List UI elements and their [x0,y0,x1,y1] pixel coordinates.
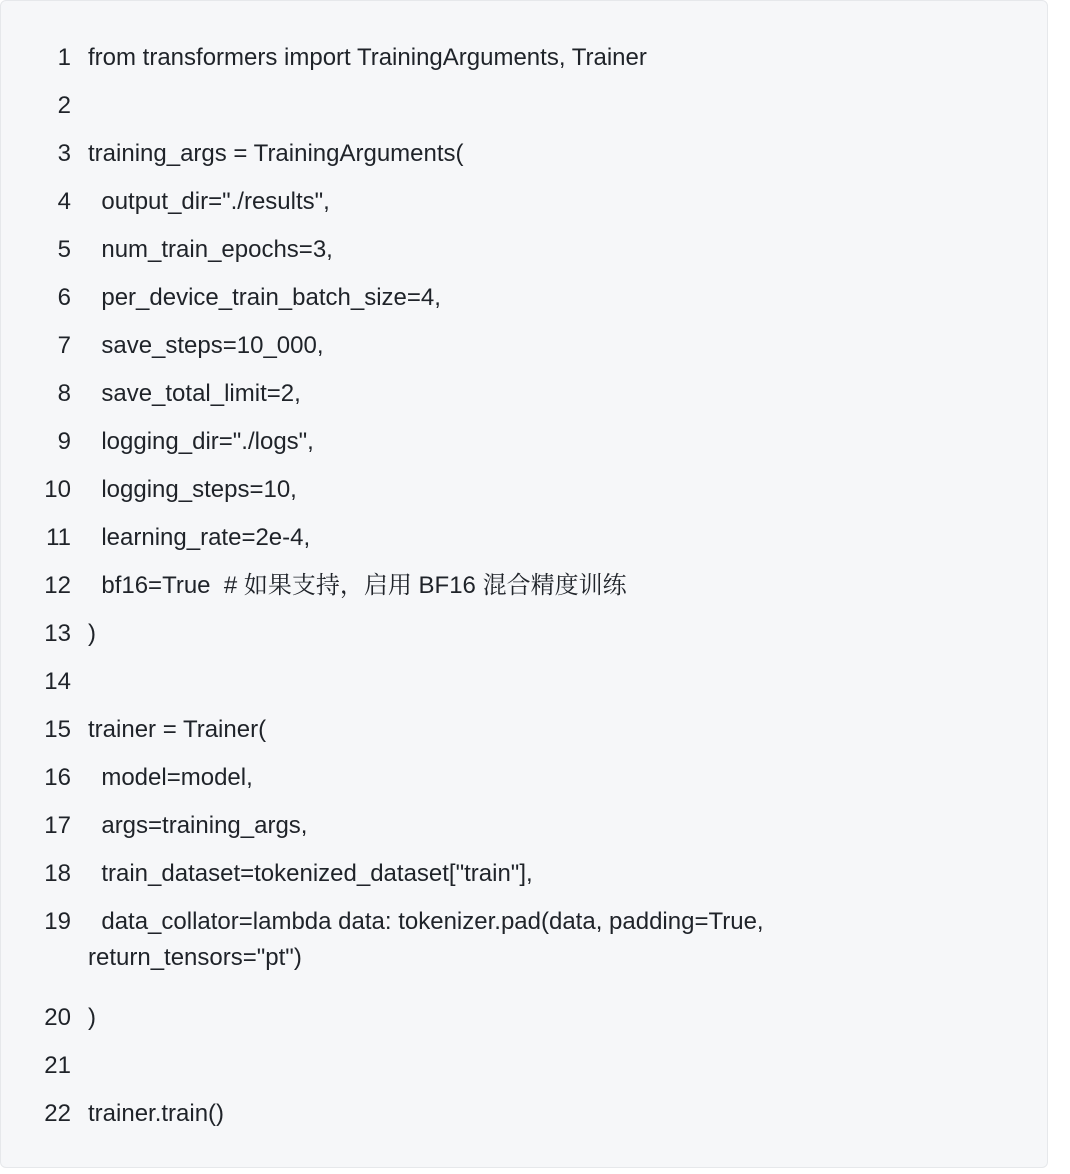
line-number: 18 [44,860,71,887]
line-number: 9 [57,428,71,455]
line-content: logging_dir="./logs", [88,428,314,455]
line-number: 14 [44,668,71,695]
code-line-12 [1,562,1049,610]
code-line-19 [1,898,1049,994]
code-line-18 [1,850,1049,898]
code-line-11 [1,514,1049,562]
code-line-15 [1,706,1049,754]
line-number: 16 [44,764,71,791]
code-lines [1,34,1049,1138]
code-line-2 [1,82,1049,130]
line-number: 20 [44,1004,71,1031]
code-line-3 [1,130,1049,178]
code-line-10 [1,466,1049,514]
line-content: model=model, [88,764,253,791]
line-number: 15 [44,716,71,743]
line-content: bf16=True # 如果支持，启用 BF16 混合精度训练 [88,572,627,599]
code-line-20 [1,994,1049,1042]
code-line-22 [1,1090,1049,1138]
line-content: args=training_args, [88,812,308,839]
code-line-4 [1,178,1049,226]
line-number: 2 [57,92,71,119]
line-content: data_collator=lambda data: tokenizer.pad(data, padding=True, return_tensors="pt") [88,908,764,971]
line-number: 4 [57,188,71,215]
line-content: logging_steps=10, [88,476,297,503]
code-line-13 [1,610,1049,658]
line-number: 17 [44,812,71,839]
code-line-9 [1,418,1049,466]
line-content: save_total_limit=2, [88,380,301,407]
line-content: per_device_train_batch_size=4, [88,284,441,311]
line-number: 7 [57,332,71,359]
code-line-7 [1,322,1049,370]
line-number: 13 [44,620,71,647]
code-line-14 [1,658,1049,706]
line-content: training_args = TrainingArguments( [88,140,464,167]
line-number: 3 [57,140,71,167]
code-line-1 [1,34,1049,82]
code-line-8 [1,370,1049,418]
code-line-5 [1,226,1049,274]
line-number: 6 [57,284,71,311]
code-line-17 [1,802,1049,850]
line-content: learning_rate=2e-4, [88,524,311,551]
line-number: 22 [44,1100,71,1127]
line-number: 21 [44,1052,71,1079]
line-number: 11 [46,524,71,551]
line-content: ) [88,620,96,647]
line-content: trainer.train() [88,1100,225,1127]
line-content: from transformers import TrainingArguments, Trainer [88,44,647,71]
line-number: 8 [57,380,71,407]
line-content: trainer = Trainer( [88,716,267,743]
code-line-6 [1,274,1049,322]
line-number: 19 [44,908,71,935]
line-content: num_train_epochs=3, [88,236,333,263]
line-number: 5 [57,236,71,263]
line-number: 12 [44,572,71,599]
code-line-21 [1,1042,1049,1090]
line-content: save_steps=10_000, [88,332,324,359]
code-line-16 [1,754,1049,802]
line-number: 1 [57,44,71,71]
line-content: ) [88,1004,96,1031]
line-content: train_dataset=tokenized_dataset["train"], [88,860,533,887]
line-number: 10 [44,476,71,503]
line-content: output_dir="./results", [88,188,330,215]
